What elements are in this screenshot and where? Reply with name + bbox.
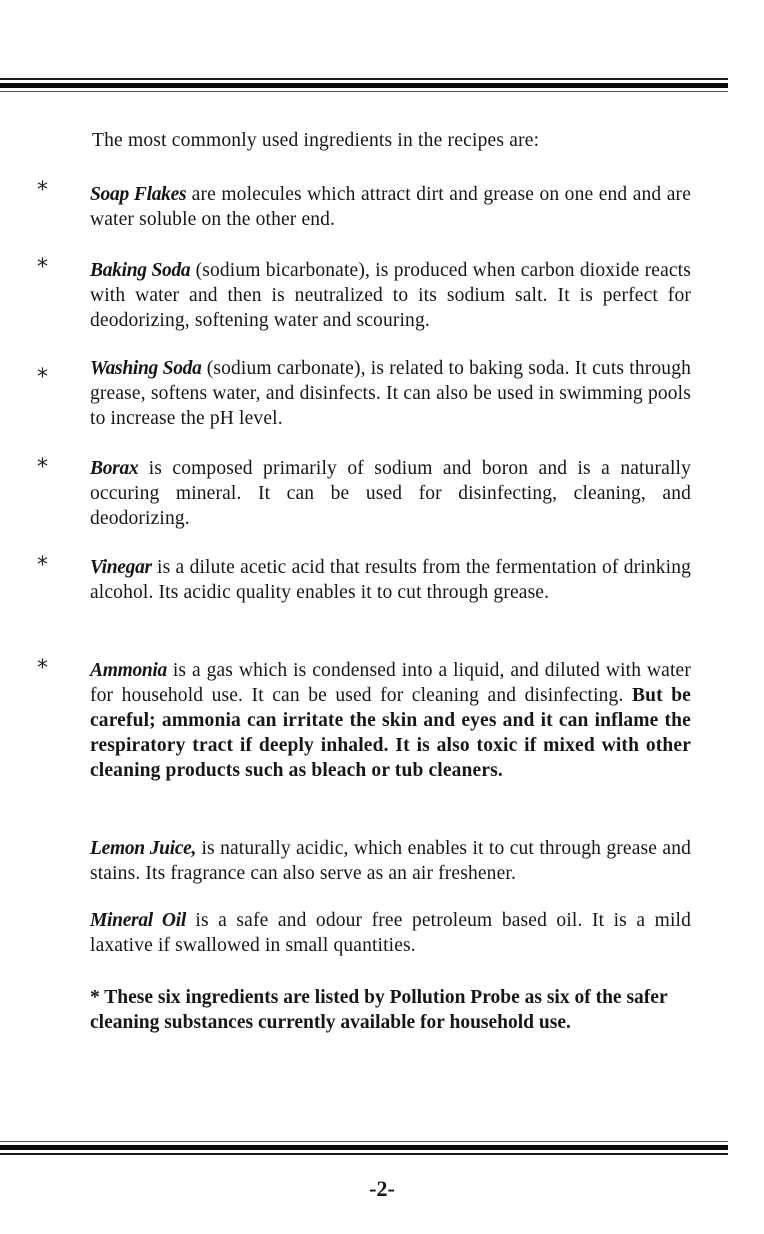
bottom-rule	[0, 1141, 728, 1155]
ingredient-vinegar	[90, 555, 691, 605]
ingredient-term: Soap Flakes	[90, 184, 187, 205]
ingredient-description: are molecules which attract dirt and grease on one end and are water soluble on the other end.	[90, 184, 692, 230]
ingredient-description: is a dilute acetic acid that results from the fermentation of drinking alcohol. Its acidic quality enables it to cut through grease.	[90, 557, 691, 603]
ingredient-term: Ammonia	[90, 660, 168, 681]
ingredient-mineral-oil	[90, 908, 691, 958]
ingredient-description: (sodium bicarbonate), is produced when carbon dioxide reacts with water and then is neutralized to its sodium salt. It is perfect for deodorizing, softening water and scouring.	[90, 260, 691, 331]
bullet-marker: *	[37, 365, 48, 390]
page-number: -2-	[369, 1176, 395, 1201]
ingredient-ammonia	[90, 658, 691, 783]
top-rule	[0, 78, 728, 92]
bullet-marker: *	[37, 553, 48, 578]
ingredient-soap-flakes	[90, 182, 691, 232]
ingredient-description: is naturally acidic, which enables it to cut through grease and stains. Its fragrance can also serve as an air freshener.	[90, 838, 691, 884]
ingredient-lemon-juice	[90, 836, 691, 886]
bullet-marker: *	[37, 178, 48, 203]
ingredient-washing-soda	[90, 356, 691, 431]
bullet-marker: *	[37, 455, 48, 480]
bullet-marker: *	[37, 255, 48, 280]
ingredient-term: Baking Soda	[90, 260, 191, 281]
ingredient-description: is a safe and odour free petroleum based oil. It is a mild laxative if swallowed in small quantities.	[90, 910, 691, 956]
ingredient-borax	[90, 456, 691, 531]
bullet-marker: *	[37, 656, 48, 681]
ingredient-description: is a gas which is condensed into a liquid, and diluted with water for household use. It can be used for cleaning and disinfecting.	[90, 660, 691, 706]
ingredient-term: Lemon Juice,	[90, 838, 197, 859]
ingredient-description: is composed primarily of sodium and boron and is a naturally occuring mineral. It can be used for disinfecting, cleaning, and deodorizing.	[90, 458, 691, 529]
footnote: * These six ingredients are listed by Pollution Probe as six of the safer cleaning substances currently available for household use.	[90, 987, 668, 1033]
ingredient-term: Mineral Oil	[90, 910, 186, 931]
ingredient-term: Vinegar	[90, 557, 152, 578]
intro-text: The most commonly used ingredients in the recipes are:	[92, 130, 540, 151]
ammonia-warning: But be careful; ammonia can irritate the skin and eyes and it can inflame the respiratory tract if deeply inhaled. It is also toxic if mixed with other cleaning products such as bleach or tub cleaners.	[90, 685, 691, 781]
ingredient-description: (sodium carbonate), is related to baking soda. It cuts through grease, softens water, and disinfects. It can also be used in swimming pools to increase the pH level.	[90, 358, 691, 429]
ingredient-baking-soda	[90, 258, 691, 333]
ingredient-term: Borax	[90, 458, 139, 479]
ingredient-term: Washing Soda	[90, 358, 202, 379]
